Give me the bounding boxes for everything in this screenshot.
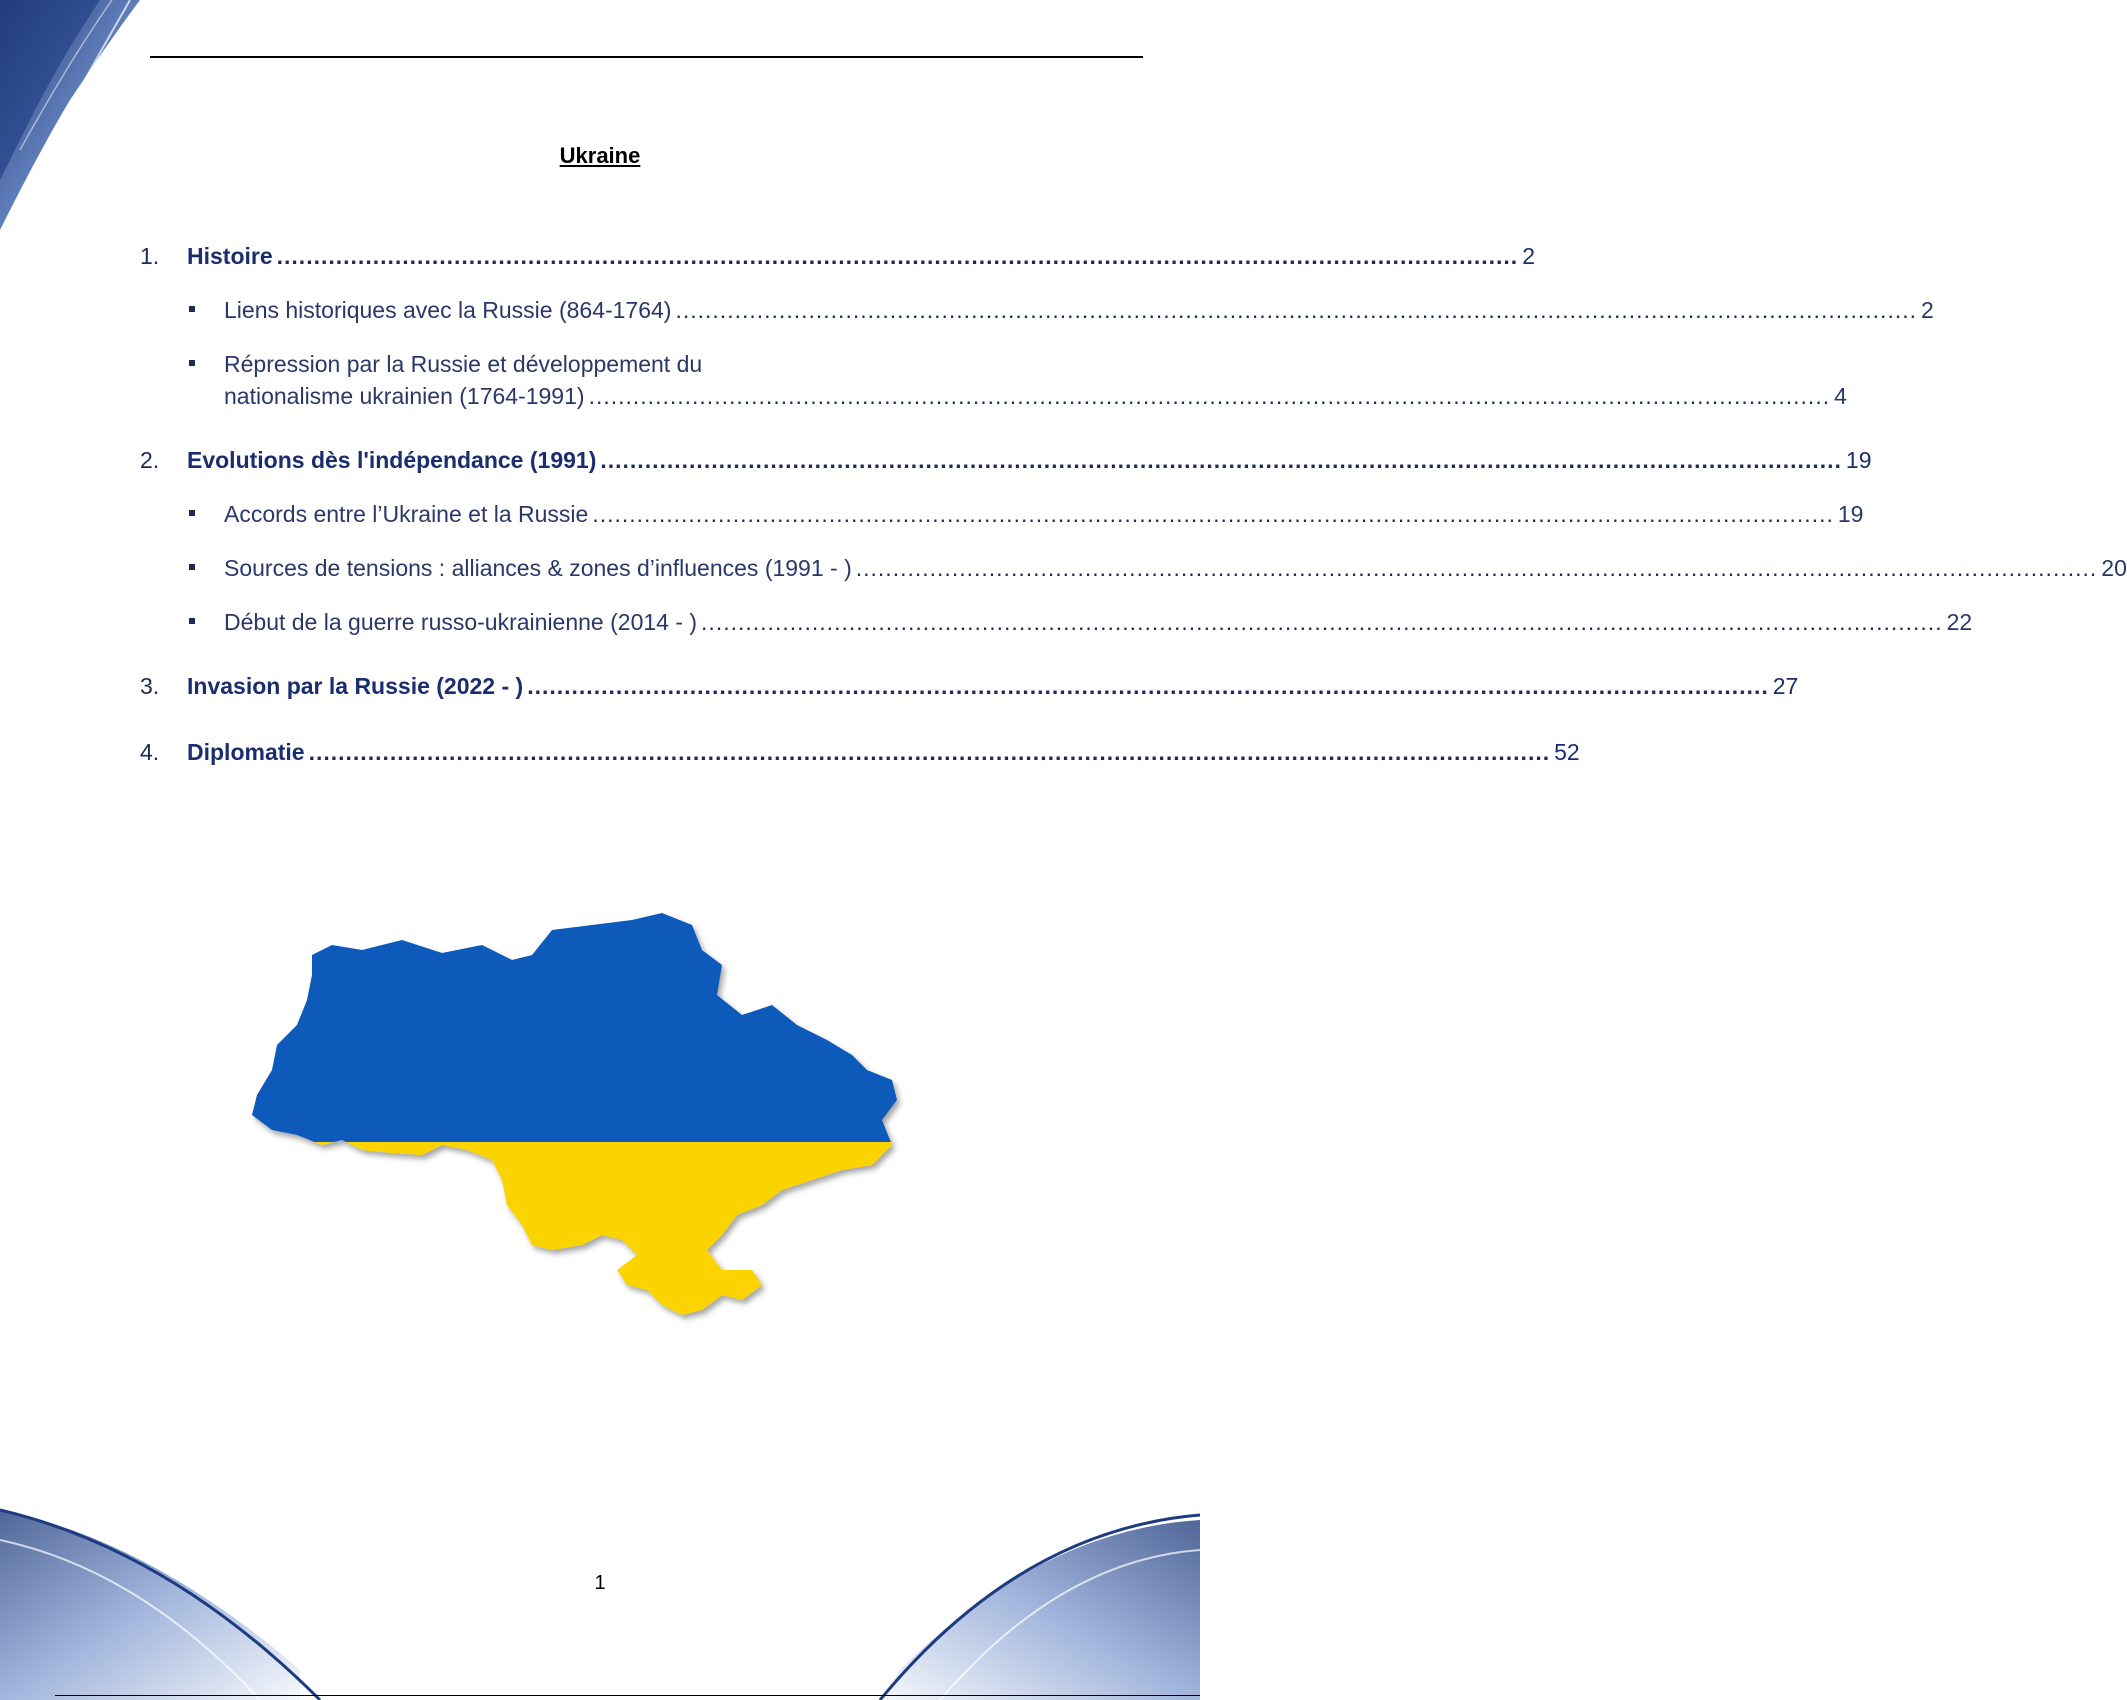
table-of-contents <box>140 240 2127 768</box>
toc-number: 3. <box>140 673 160 699</box>
footer-rule <box>55 1695 1200 1696</box>
ukraine-flag-map-icon <box>252 905 942 1375</box>
bullet-icon <box>189 510 195 516</box>
toc-page: 27 <box>1772 673 1799 699</box>
toc-page: 4 <box>1834 383 1847 409</box>
bullet-icon <box>189 360 195 366</box>
toc-number: 1. <box>140 243 160 269</box>
toc-entry-debut-guerre[interactable] <box>140 606 1973 638</box>
toc-page: 2 <box>1921 297 1934 323</box>
toc-label: Evolutions dès l'indépendance (1991) <box>187 447 597 473</box>
toc-number: 2. <box>140 447 160 473</box>
toc-label: Diplomatie <box>187 739 305 765</box>
toc-label: nationalisme ukrainien (1764-1991) <box>224 383 585 409</box>
bullet-icon <box>189 564 195 570</box>
page-number: 1 <box>594 1572 606 1594</box>
header-rule <box>150 56 1143 58</box>
toc-label: Histoire <box>187 243 273 269</box>
bullet-icon <box>189 618 195 624</box>
bullet-icon <box>189 306 195 312</box>
toc-entry-evolutions[interactable] <box>140 444 1872 476</box>
toc-label: Accords entre l’Ukraine et la Russie <box>224 501 589 527</box>
toc-page: 52 <box>1554 739 1580 765</box>
toc-page: 2 <box>1522 243 1535 269</box>
dot-leader: ........................................................................................................................................................................ <box>675 297 1918 323</box>
dot-leader: ........................................................................................................................................................................ <box>855 555 2098 581</box>
toc-entry-diplomatie[interactable] <box>140 736 1580 768</box>
toc-label-line1: Répression par la Russie et développement du <box>224 351 703 377</box>
dot-leader: ........................................................................................................................................................................ <box>600 447 1842 473</box>
dot-leader: ........................................................................................................................................................................ <box>588 383 1831 409</box>
toc-entry-accords[interactable] <box>140 498 1864 530</box>
toc-entry-histoire[interactable] <box>140 240 1535 272</box>
dot-leader: ........................................................................................................................................................................ <box>308 739 1551 765</box>
toc-page: 19 <box>1837 501 1864 527</box>
toc-page: 22 <box>1946 609 1973 635</box>
toc-entry-sources-tensions[interactable] <box>140 552 2127 584</box>
dot-leader: ........................................................................................................................................................................ <box>527 673 1769 699</box>
toc-label: Sources de tensions : alliances & zones d’influences (1991 - ) <box>224 555 852 581</box>
toc-entry-liens-historiques[interactable] <box>140 294 1934 326</box>
dot-leader: ........................................................................................................................................................................ <box>701 609 1943 635</box>
toc-page: 19 <box>1845 447 1872 473</box>
document-title: Ukraine <box>559 143 641 168</box>
toc-label: Invasion par la Russie (2022 - ) <box>187 673 524 699</box>
toc-page: 20 <box>2101 555 2127 581</box>
dot-leader: ........................................................................................................................................................................ <box>592 501 1834 527</box>
toc-entry-repression[interactable] <box>140 348 1847 412</box>
toc-number: 4. <box>140 739 160 765</box>
corner-decoration <box>0 0 160 240</box>
toc-entry-invasion[interactable] <box>140 670 1799 702</box>
toc-label: Liens historiques avec la Russie (864-1764) <box>224 297 672 323</box>
toc-label: Début de la guerre russo-ukrainienne (2014 - ) <box>224 609 698 635</box>
dot-leader: ........................................................................................................................................................................ <box>276 243 1519 269</box>
